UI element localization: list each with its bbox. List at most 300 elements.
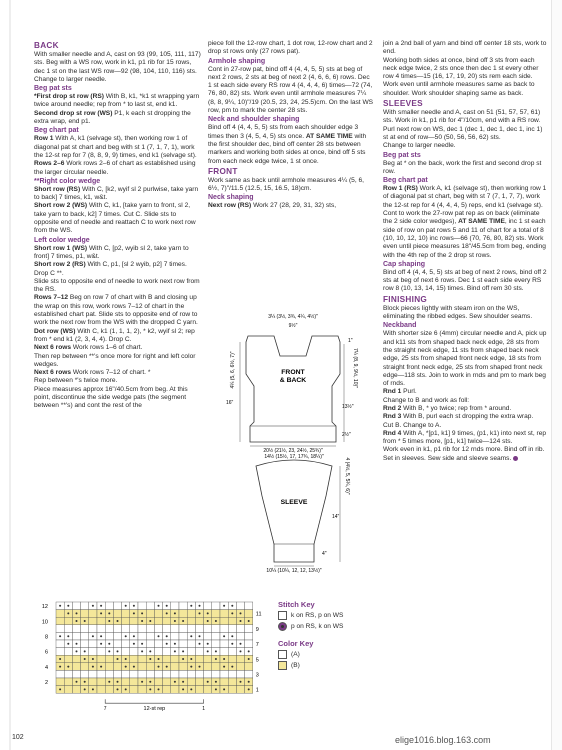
chart-cell bbox=[122, 670, 130, 678]
instruction-paragraph bbox=[383, 210, 547, 260]
purl-dot bbox=[207, 612, 209, 614]
row-text: Work rows 2–6 of chart as established using the larger circular needle. bbox=[34, 160, 196, 176]
chart-cell bbox=[130, 655, 138, 663]
chart-cell bbox=[97, 617, 105, 625]
chart-cell bbox=[138, 602, 146, 610]
chart-row-label: 2 bbox=[44, 680, 48, 687]
dim-body-width: 20½ (21½, 23, 24½, 25¾)" bbox=[263, 448, 323, 454]
dim-side-left: 16" bbox=[226, 400, 234, 406]
purl-dot bbox=[199, 635, 201, 637]
chart-cell bbox=[122, 648, 130, 656]
chart-cell bbox=[236, 663, 244, 671]
purl-dot bbox=[100, 605, 102, 607]
instruction-paragraph bbox=[34, 202, 202, 235]
purl-dot bbox=[248, 681, 250, 683]
purl-dot bbox=[182, 658, 184, 660]
row-text: P1, k each st dropping the extra wrap, end p1. bbox=[34, 109, 191, 126]
stitch-key-title: Stitch Key bbox=[278, 600, 315, 609]
row-label: Next row (RS) bbox=[208, 202, 252, 210]
chart-cell bbox=[138, 625, 146, 633]
chart-cell bbox=[187, 625, 195, 633]
chart-cell bbox=[204, 602, 212, 610]
purl-dot bbox=[207, 681, 209, 683]
end-bullet-icon bbox=[513, 456, 518, 461]
purl-dot bbox=[117, 681, 119, 683]
purl-dot bbox=[76, 643, 78, 645]
column-3 bbox=[383, 40, 547, 463]
chart-cell bbox=[179, 610, 187, 618]
chart-cell bbox=[81, 610, 89, 618]
chart-cell bbox=[146, 610, 154, 618]
instruction-paragraph: Purl next row on WS, dec 1 (dec 1, dec 1, dec 1, inc 1) st at end of row—50 (50, 56, 56, 62) sts. bbox=[383, 125, 543, 141]
chart-cell bbox=[220, 610, 228, 618]
chart-cell bbox=[163, 655, 171, 663]
chart-cell bbox=[122, 617, 130, 625]
chart-cell bbox=[81, 625, 89, 633]
chart-cell bbox=[64, 655, 72, 663]
row-text: With C, [k2, wyif sl 2 purlwise, take yarn to back] 7 times, k1, w&t. bbox=[34, 185, 199, 202]
purl-dot bbox=[207, 650, 209, 652]
purl-dot bbox=[248, 688, 250, 690]
chart-cell bbox=[89, 648, 97, 656]
chart-cell bbox=[130, 678, 138, 686]
purl-dot bbox=[231, 643, 233, 645]
chart-cell bbox=[195, 648, 203, 656]
chart-cell bbox=[195, 686, 203, 694]
chart-svg bbox=[38, 598, 273, 713]
row-label: Row 1 (RS) bbox=[383, 185, 418, 193]
chart-cell bbox=[138, 663, 146, 671]
chart-cell bbox=[236, 655, 244, 663]
color-key-a-label: (A) bbox=[291, 651, 300, 658]
chart-cell bbox=[130, 648, 138, 656]
instruction-paragraph: Piece measures approx 16"/40.5cm from beg. At this point, discontinue the side wedge pats (the segment between **'s) and cont the rest of the bbox=[34, 385, 188, 410]
instruction-paragraph: Work even in k1, p1 rib for 12 rnds more. Bind off in rib. bbox=[383, 446, 545, 454]
chart-cell bbox=[212, 625, 220, 633]
row-text: Beg on row 7 of chart with B and closing up the wrap on this row, work rows 7–12 of chart in the established chart pat. Slide sts to opposite end of row to work the next row from the WS with the dropped C yarn. bbox=[34, 294, 198, 327]
purl-dot bbox=[182, 688, 184, 690]
purl-dot bbox=[92, 658, 94, 660]
chart-cell bbox=[72, 663, 80, 671]
dim-armhole-left: 4¼ (5, 6, 6½, 7)" bbox=[230, 351, 236, 389]
purl-dot bbox=[92, 688, 94, 690]
dim-side-right: 13½" bbox=[342, 404, 354, 410]
purl-dot bbox=[92, 605, 94, 607]
dim-cap-height: 4 (4½, 5, 5¼, 6)" bbox=[344, 457, 350, 495]
chart-cell bbox=[130, 625, 138, 633]
chart-cell bbox=[81, 640, 89, 648]
chart-cell bbox=[56, 648, 64, 656]
purl-dot bbox=[248, 658, 250, 660]
purl-dot bbox=[84, 620, 86, 622]
column-marker: 7 bbox=[103, 706, 107, 713]
section-heading: FINISHING bbox=[383, 294, 428, 304]
instruction-paragraph bbox=[383, 185, 547, 210]
chart-cell bbox=[228, 617, 236, 625]
chart-cell bbox=[154, 610, 162, 618]
chart-cell bbox=[64, 617, 72, 625]
instruction-paragraph: join a 2nd ball of yarn and bind off center 18 sts, work to end. bbox=[383, 40, 547, 56]
row-text: , inc 1 st each side of row on pat rows 5 and 11 of chart for a total of 8 (10, 10, 12, 10) inc rows—66 (70, 76, 80, 82) sts. Work even until piece measures 18"/45.5cm from beg, ending with the 4th rep of the 2 drop st rows. bbox=[383, 218, 546, 259]
chart-cell bbox=[122, 625, 130, 633]
purl-dot bbox=[223, 605, 225, 607]
chart-cell bbox=[245, 602, 253, 610]
purl-dot bbox=[125, 605, 127, 607]
row-text: With A, *[p1, k1] 9 times, (p1, k1) into next st, rep from * 5 times more, [p1, k1] twice—124 sts. bbox=[383, 429, 547, 446]
purl-dot bbox=[84, 688, 86, 690]
chart-row-label: 7 bbox=[255, 642, 259, 649]
chart-row-label: 12 bbox=[41, 604, 48, 611]
chart-cell bbox=[89, 670, 97, 678]
section-heading: **Right color wedge bbox=[34, 177, 101, 185]
chart-cell bbox=[228, 686, 236, 694]
purl-dot bbox=[248, 620, 250, 622]
chart-cell bbox=[212, 670, 220, 678]
body-label-1: FRONT bbox=[281, 369, 305, 376]
purl-dot bbox=[149, 688, 151, 690]
row-text: Work A, k1 (selvage st), then working row 1 of diagonal pat st chart, beg with st 7 (7, 1, 7, 7), work the 12-st rep for 4 (4, 4, 4, 5) reps, end k1 (selvage st). bbox=[383, 185, 547, 209]
chart-cell bbox=[171, 655, 179, 663]
chart-cell bbox=[245, 632, 253, 640]
chart-cell bbox=[179, 640, 187, 648]
row-label: Row 1 bbox=[34, 135, 54, 143]
chart-cell bbox=[236, 686, 244, 694]
row-text: Set in sleeves. Sew side and sleeve seams. bbox=[383, 454, 512, 462]
chart-cell bbox=[122, 640, 130, 648]
purl-dot bbox=[223, 688, 225, 690]
section-heading: Neck and shoulder shaping bbox=[208, 116, 300, 124]
body-label-2: & BACK bbox=[279, 377, 307, 384]
purl-dot bbox=[215, 620, 217, 622]
chart-cell bbox=[72, 632, 80, 640]
repeat-label: 12-st rep bbox=[143, 706, 166, 713]
chart-cell bbox=[146, 632, 154, 640]
purl-dot bbox=[92, 635, 94, 637]
section-heading: Beg chart pat bbox=[34, 127, 79, 135]
chart-cell bbox=[138, 686, 146, 694]
chart-cell bbox=[146, 640, 154, 648]
chart-cell bbox=[220, 670, 228, 678]
chart-cell bbox=[228, 678, 236, 686]
purl-dot bbox=[59, 658, 61, 660]
instruction-paragraph bbox=[34, 110, 202, 127]
chart-cell bbox=[245, 640, 253, 648]
section-heading: Beg pat sts bbox=[383, 151, 421, 159]
purl-dot bbox=[100, 666, 102, 668]
chart-cell bbox=[195, 670, 203, 678]
chart-cell bbox=[64, 686, 72, 694]
chart-cell bbox=[245, 663, 253, 671]
row-text: With C, k1 (1, 1, 1, 2), * k2, wyif sl 2; rep from * end k1 (2, 3, 4, 4). Drop C. bbox=[34, 327, 195, 343]
purl-dot bbox=[182, 650, 184, 652]
row-label: Rows 2–6 bbox=[34, 160, 65, 168]
chart-cell bbox=[81, 602, 89, 610]
purl-dot bbox=[108, 643, 110, 645]
chart-cell bbox=[113, 640, 121, 648]
instruction-paragraph bbox=[34, 135, 202, 160]
chart-cell bbox=[64, 670, 72, 678]
purl-dot bbox=[215, 658, 217, 660]
chart-cell bbox=[171, 632, 179, 640]
purl-dot bbox=[141, 681, 143, 683]
chart-cell bbox=[195, 678, 203, 686]
dim-top-width: 3¼ (3½, 3¾, 4¼, 4½)" bbox=[268, 314, 318, 320]
instruction-paragraph: Slide sts to opposite end of needle to work next row from the RS. bbox=[34, 277, 200, 294]
chart-cell bbox=[163, 686, 171, 694]
dim-rib-height: 2½" bbox=[342, 432, 351, 438]
purl-dot bbox=[190, 605, 192, 607]
row-label: Next 6 rows bbox=[34, 344, 72, 352]
section-heading: Beg chart pat bbox=[383, 177, 428, 185]
chart-cell bbox=[138, 655, 146, 663]
schematic-diagram bbox=[208, 308, 378, 580]
chart-cell bbox=[122, 610, 130, 618]
chart-cell bbox=[72, 670, 80, 678]
row-label: Second drop st row (WS) bbox=[34, 109, 113, 117]
chart-cell bbox=[220, 678, 228, 686]
chart-row-label: 6 bbox=[44, 649, 48, 656]
color-key-a bbox=[278, 650, 368, 659]
purl-dot bbox=[240, 643, 242, 645]
instruction-paragraph bbox=[208, 124, 374, 165]
dim-sleeve-top: 14½ (15½, 17, 17¾, 18¼)" bbox=[264, 454, 324, 460]
row-text: Work rows 7–12 of chart. * bbox=[71, 369, 151, 377]
purl-dot bbox=[92, 666, 94, 668]
purl-dot bbox=[174, 612, 176, 614]
color-key-b bbox=[278, 661, 368, 670]
sleeve-label: SLEEVE bbox=[280, 499, 308, 506]
instruction-paragraph: With smaller needle and A, cast on 93 (99, 105, 111, 117) sts. Beg with a WS row, work in k1, p1 rib for 15 rows, dec 1 st on the last WS row—92 (98, 104, 110, 116) sts. bbox=[34, 51, 201, 75]
instruction-paragraph: Change to larger needle. bbox=[383, 142, 456, 150]
purl-dot bbox=[158, 658, 160, 660]
purl-dot bbox=[76, 620, 78, 622]
chart-cell bbox=[228, 625, 236, 633]
row-text: Purl. bbox=[401, 388, 417, 396]
purl-dot bbox=[248, 650, 250, 652]
instruction-paragraph bbox=[383, 413, 547, 421]
instruction-paragraph: With smaller needle and A, cast on 51 (51, 57, 57, 61) sts. Work in k1, p1 rib for 4"/10cm, end with a RS row. bbox=[383, 109, 541, 125]
chart-cell bbox=[195, 655, 203, 663]
purl-dot bbox=[149, 650, 151, 652]
purl-dot bbox=[76, 650, 78, 652]
chart-cell bbox=[105, 625, 113, 633]
row-text: With C, k1, [take yarn to front, sl 2, take yarn to back, k2] 7 times. Cut C. Slide sts to opposite end of needle and reattach C to work next row from the WS. bbox=[34, 202, 196, 235]
chart-cell bbox=[105, 686, 113, 694]
section-heading: Neck shaping bbox=[208, 194, 254, 202]
instruction-paragraph bbox=[383, 430, 547, 447]
purl-dot bbox=[133, 635, 135, 637]
chart-cell bbox=[113, 610, 121, 618]
chart-cell bbox=[236, 625, 244, 633]
purl-dot bbox=[166, 635, 168, 637]
chart-cell bbox=[245, 625, 253, 633]
chart-cell bbox=[236, 602, 244, 610]
purl-dot bbox=[84, 658, 86, 660]
chart-cell bbox=[204, 663, 212, 671]
purl-dot bbox=[199, 643, 201, 645]
chart-row-label: 5 bbox=[255, 657, 259, 664]
chart-cell bbox=[122, 678, 130, 686]
instruction-paragraph: Change to larger needle. bbox=[34, 75, 107, 83]
chart-cell bbox=[154, 625, 162, 633]
purl-dot bbox=[133, 643, 135, 645]
section-heading: Armhole shaping bbox=[208, 57, 266, 65]
row-text: With B, * yo twice; rep from * around. bbox=[401, 404, 512, 412]
chart-cell bbox=[187, 648, 195, 656]
instruction-paragraph: Change to B and work as foll: bbox=[383, 396, 470, 404]
purl-dot bbox=[76, 612, 78, 614]
chart-cell bbox=[146, 602, 154, 610]
repeat-bracket bbox=[105, 699, 203, 703]
purl-dot bbox=[174, 643, 176, 645]
column-1 bbox=[34, 40, 202, 411]
stitch-key-knit bbox=[278, 611, 368, 620]
purl-dot bbox=[67, 605, 69, 607]
purl-dot bbox=[215, 650, 217, 652]
chart-cell bbox=[146, 625, 154, 633]
chart-cell bbox=[171, 625, 179, 633]
chart-cell bbox=[72, 655, 80, 663]
row-label: Rnd 4 bbox=[383, 429, 402, 437]
purl-dot bbox=[190, 635, 192, 637]
purl-dot bbox=[207, 620, 209, 622]
column-marker: 1 bbox=[202, 706, 205, 713]
row-text: with the first shoulder dec, bind off center 28 sts between markers and working both sides at once, bind off 5 sts from each neck edge twice, 1 st once. bbox=[208, 132, 367, 165]
chart-cell bbox=[56, 617, 64, 625]
dim-sleeve-length: 14" bbox=[332, 514, 340, 520]
chart-cell bbox=[195, 625, 203, 633]
chart-cell bbox=[56, 670, 64, 678]
row-label: Short row (RS) bbox=[34, 185, 81, 193]
chart-cell bbox=[236, 632, 244, 640]
page-edge bbox=[551, 0, 562, 750]
purl-dot bbox=[59, 605, 61, 607]
instruction-paragraph bbox=[34, 328, 202, 345]
purl-dot bbox=[174, 650, 176, 652]
chart-cell bbox=[89, 617, 97, 625]
instruction-paragraph bbox=[34, 186, 202, 203]
chart-cell bbox=[138, 670, 146, 678]
chart-cell bbox=[89, 678, 97, 686]
purl-dot bbox=[125, 666, 127, 668]
dim-shoulder: 1" bbox=[348, 338, 353, 344]
chart-cell bbox=[212, 602, 220, 610]
chart-cell bbox=[56, 610, 64, 618]
chart-cell bbox=[105, 663, 113, 671]
chart-cell bbox=[138, 632, 146, 640]
instruction-paragraph: Beg at * on the back, work the first and second drop st row. bbox=[383, 159, 542, 175]
chart-cell bbox=[212, 610, 220, 618]
color-a-swatch-icon bbox=[278, 650, 287, 659]
purl-dot bbox=[59, 635, 61, 637]
chart-cell bbox=[187, 670, 195, 678]
chart-cell bbox=[163, 670, 171, 678]
margin-rule bbox=[0, 0, 12, 750]
chart-cell bbox=[64, 648, 72, 656]
instruction-paragraph bbox=[34, 160, 202, 177]
instruction-paragraph: Block pieces lightly with steam iron on the WS, eliminating the ribbed edges. Sew shoulder seams. bbox=[383, 304, 533, 321]
section-heading: Beg pat sts bbox=[34, 85, 72, 93]
purl-dot bbox=[166, 666, 168, 668]
chart-cell bbox=[245, 610, 253, 618]
instruction-paragraph bbox=[383, 388, 547, 396]
dim-neck-width: 9½" bbox=[288, 323, 298, 329]
instruction-paragraph bbox=[383, 455, 547, 463]
instruction-paragraph: Rep between *'s twice more. bbox=[34, 377, 118, 385]
purl-dot bbox=[149, 658, 151, 660]
chart-cell bbox=[105, 670, 113, 678]
chart-cell bbox=[171, 663, 179, 671]
purl-dot bbox=[84, 681, 86, 683]
instruction-paragraph: Cont in 27-row pat, bind off 4 (4, 4, 5, 5) sts at beg of next 2 rows, 2 sts at beg of next 2 (4, 6, 6, 6) rows. Dec 1 st each side every RS row 4 (4, 4, 4, 6) times—72 (74, 76, 80, 82) sts. Work even until armhole measures 7¼ (8, 8, 9¼, 10)"/19 (20.5, 23, 24, 25.5)cm. On the last WS row, pm to mark the center 28 sts. bbox=[208, 65, 374, 115]
row-label: Next 6 rows bbox=[34, 369, 72, 377]
chart-cell bbox=[89, 610, 97, 618]
purl-dot bbox=[67, 643, 69, 645]
chart-cell bbox=[72, 686, 80, 694]
chart-cell bbox=[154, 670, 162, 678]
purl-dot bbox=[117, 620, 119, 622]
color-key-title: Color Key bbox=[278, 639, 314, 648]
row-text: With C, p1, [sl 2 wyib, p2] 7 times. bbox=[85, 261, 187, 269]
purl-dot bbox=[59, 688, 61, 690]
stitch-key-knit-label: k on RS, p on WS bbox=[291, 612, 344, 619]
chart-cell bbox=[195, 617, 203, 625]
chart-keys bbox=[278, 600, 368, 672]
purl-dot bbox=[190, 688, 192, 690]
purl-dot bbox=[141, 643, 143, 645]
purl-dot bbox=[67, 666, 69, 668]
purl-dot bbox=[240, 650, 242, 652]
chart-cell bbox=[245, 670, 253, 678]
chart-row-label: 1 bbox=[255, 687, 259, 694]
row-text: With A, k1 (selvage st), then working row 1 of diagonal pat st chart and beg with st 1 (7, 1, 7, 1), work the 12-st rep for 7 (8, 8, 9, 9) times, end k1 (selvage st). bbox=[34, 135, 197, 159]
chart-cell bbox=[204, 686, 212, 694]
purl-dot bbox=[125, 658, 127, 660]
chart-cell bbox=[113, 670, 121, 678]
purl-dot bbox=[100, 612, 102, 614]
stitch-key-purl-label: p on RS, k on WS bbox=[291, 623, 344, 630]
chart-cell bbox=[130, 617, 138, 625]
chart-cell bbox=[154, 648, 162, 656]
instruction-paragraph bbox=[383, 405, 547, 413]
section-heading: BACK bbox=[34, 41, 59, 50]
chart-row-label: 8 bbox=[44, 634, 48, 641]
instruction-paragraph: Drop C **. bbox=[34, 269, 64, 277]
purl-dot bbox=[174, 681, 176, 683]
purl-dot bbox=[133, 666, 135, 668]
instruction-paragraph: Then rep between **'s once more for right and left color wedges. bbox=[34, 352, 196, 368]
chart-cell bbox=[105, 655, 113, 663]
purl-dot bbox=[174, 620, 176, 622]
purl-dot bbox=[67, 635, 69, 637]
chart-cell bbox=[204, 655, 212, 663]
purl-dot bbox=[149, 620, 151, 622]
chart-cell bbox=[81, 663, 89, 671]
purl-dot bbox=[117, 658, 119, 660]
purl-dot bbox=[149, 681, 151, 683]
chart-cell bbox=[56, 678, 64, 686]
row-text: With B, purl each st dropping the extra wrap. bbox=[401, 413, 534, 421]
row-label: Short row 1 (WS) bbox=[34, 244, 88, 252]
chart-cell bbox=[171, 602, 179, 610]
purl-dot bbox=[240, 620, 242, 622]
section-heading: SLEEVES bbox=[383, 99, 423, 109]
stitch-key-purl bbox=[278, 622, 368, 631]
dim-armhole-right: 7¼ (8, 9, 9½, 10)" bbox=[352, 348, 358, 388]
chart-cell bbox=[146, 663, 154, 671]
purl-dot-swatch-icon bbox=[278, 622, 287, 631]
chart-cell bbox=[72, 625, 80, 633]
